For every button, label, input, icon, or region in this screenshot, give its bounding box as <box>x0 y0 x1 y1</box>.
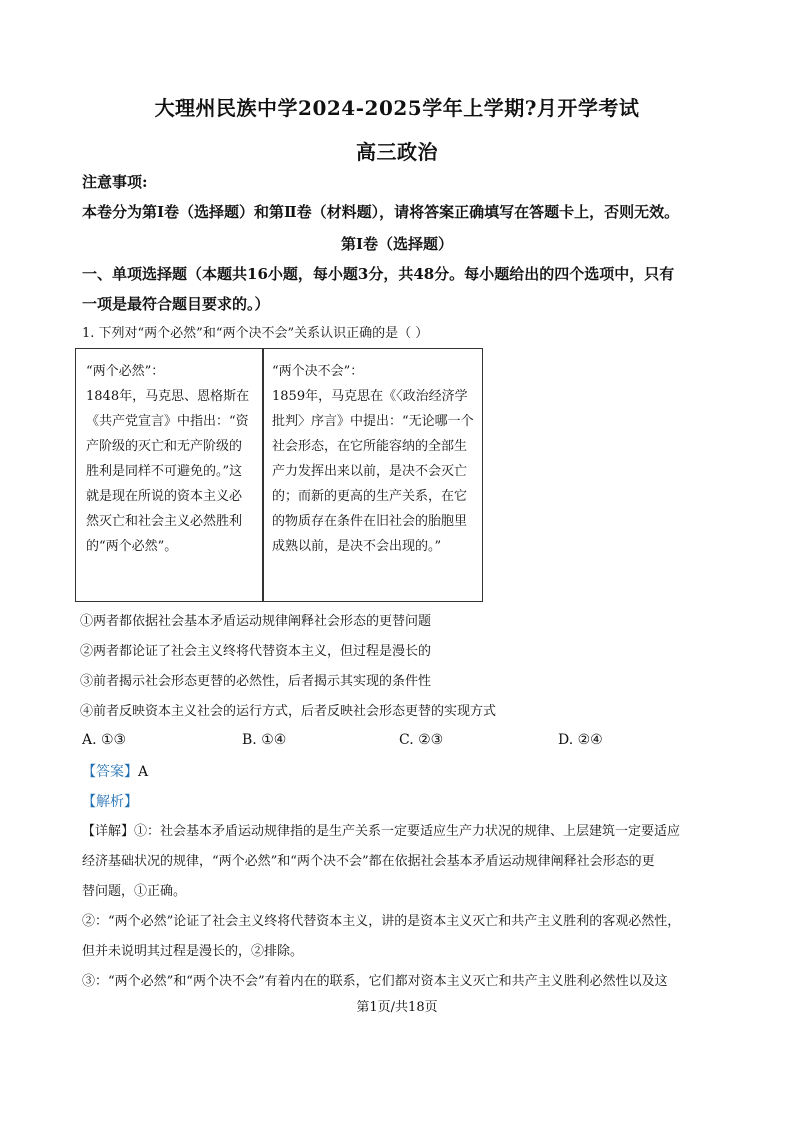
detail-label: 【详解】 <box>82 824 135 839</box>
table-line: 然灭亡和社会主义必然胜利 <box>86 514 243 529</box>
detail-line-5: 但并未说明其过程是漫长的，②排除。 <box>82 944 304 959</box>
option-a[interactable]: A. ①③ <box>82 732 127 748</box>
option-b[interactable]: B. ①④ <box>242 732 287 748</box>
statement-1: ①两者都依据社会基本矛盾运动规律阐释社会形态的更替问题 <box>80 614 432 629</box>
table-line: 胜利是同样不可避免的。”这 <box>86 464 243 479</box>
section-instruction-2: 一项是最符合题目要求的。） <box>82 295 270 313</box>
table-line: 的“两个必然”。 <box>86 539 178 554</box>
detail-line-1 <box>82 822 680 842</box>
analysis-label: 【解析】 <box>82 794 138 810</box>
detail-line-3: 替问题，①正确。 <box>82 884 187 899</box>
table-cell-two-inevitables <box>86 359 258 559</box>
option-d[interactable]: D. ②④ <box>558 732 603 748</box>
page-number: 第1页/共18页 <box>356 1000 438 1015</box>
answer-options <box>82 732 722 752</box>
section-title: 第Ⅰ卷（选择题） <box>340 235 454 253</box>
section-instruction-1: 一、单项选择题（本题共16小题，每小题3分，共48分。每小题给出的四个选项中，只有 <box>82 265 675 283</box>
table-line: 的；而新的更高的生产关系，在它 <box>272 489 468 504</box>
statement-3: ③前者揭示社会形态更替的必然性，后者揭示其实现的条件性 <box>80 674 432 689</box>
material-table <box>75 348 483 602</box>
table-line: 就是现在所说的资本主义必 <box>86 489 243 504</box>
table-line: 成熟以前，是决不会出现的。” <box>272 539 442 554</box>
question-stem: 1. 下列对“两个必然”和“两个决不会”关系认识正确的是（ ） <box>82 326 429 341</box>
statement-4: ④前者反映资本主义社会的运行方式，后者反映社会形态更替的实现方式 <box>80 704 497 719</box>
table-line: 批判〉序言》中提出：“无论哪一个 <box>272 414 474 429</box>
option-c[interactable]: C. ②③ <box>399 732 444 748</box>
detail-text: ①：社会基本矛盾运动规律指的是生产关系一定要适应生产力状况的规律、上层建筑一定要适应 <box>134 824 681 839</box>
answer-label: 【答案】 <box>82 764 138 780</box>
table-line: 产阶级的灭亡和无产阶级的 <box>86 439 243 454</box>
notice-text: 本卷分为第Ⅰ卷（选择题）和第Ⅱ卷（材料题），请将答案正确填写在答题卡上，否则无效。 <box>82 203 680 221</box>
table-line: “两个决不会”： <box>272 364 364 379</box>
table-line: 社会形态，在它所能容纳的全部生 <box>272 439 468 454</box>
table-line: 1859年，马克思在《〈政治经济学 <box>272 389 468 404</box>
detail-line-2: 经济基础状况的规律，“两个必然”和“两个决不会”都在依据社会基本矛盾运动规律阐释社会形态的更 <box>82 854 655 869</box>
statement-2: ②两者都论证了社会主义终将代替资本主义，但过程是漫长的 <box>80 644 432 659</box>
table-line: “两个必然”： <box>86 364 165 379</box>
exam-title: 大理州民族中学2024-2025学年上学期?月开学考试 <box>154 96 640 120</box>
table-line: 《共产党宣言》中指出：“资 <box>86 414 249 429</box>
answer-value: A <box>138 764 149 780</box>
table-divider <box>262 349 264 601</box>
table-line: 产力发挥出来以前，是决不会灭亡 <box>272 464 468 479</box>
table-line: 的物质存在条件在旧社会的胎胞里 <box>272 514 468 529</box>
detail-line-4: ②：“两个必然”论证了社会主义终将代替资本主义，讲的是资本主义灭亡和共产主义胜利的客观必然性， <box>82 914 681 929</box>
table-line: 1848年，马克思、恩格斯在 <box>86 389 250 404</box>
notice-heading: 注意事项: <box>82 173 148 191</box>
detail-line-6: ③：“两个必然”和“两个决不会”有着内在的联系，它们都对资本主义灭亡和共产主义胜利必然性以及这 <box>82 974 668 989</box>
exam-subject: 高三政治 <box>356 140 438 164</box>
table-cell-two-nevers <box>272 359 477 559</box>
answer-line <box>82 762 148 782</box>
